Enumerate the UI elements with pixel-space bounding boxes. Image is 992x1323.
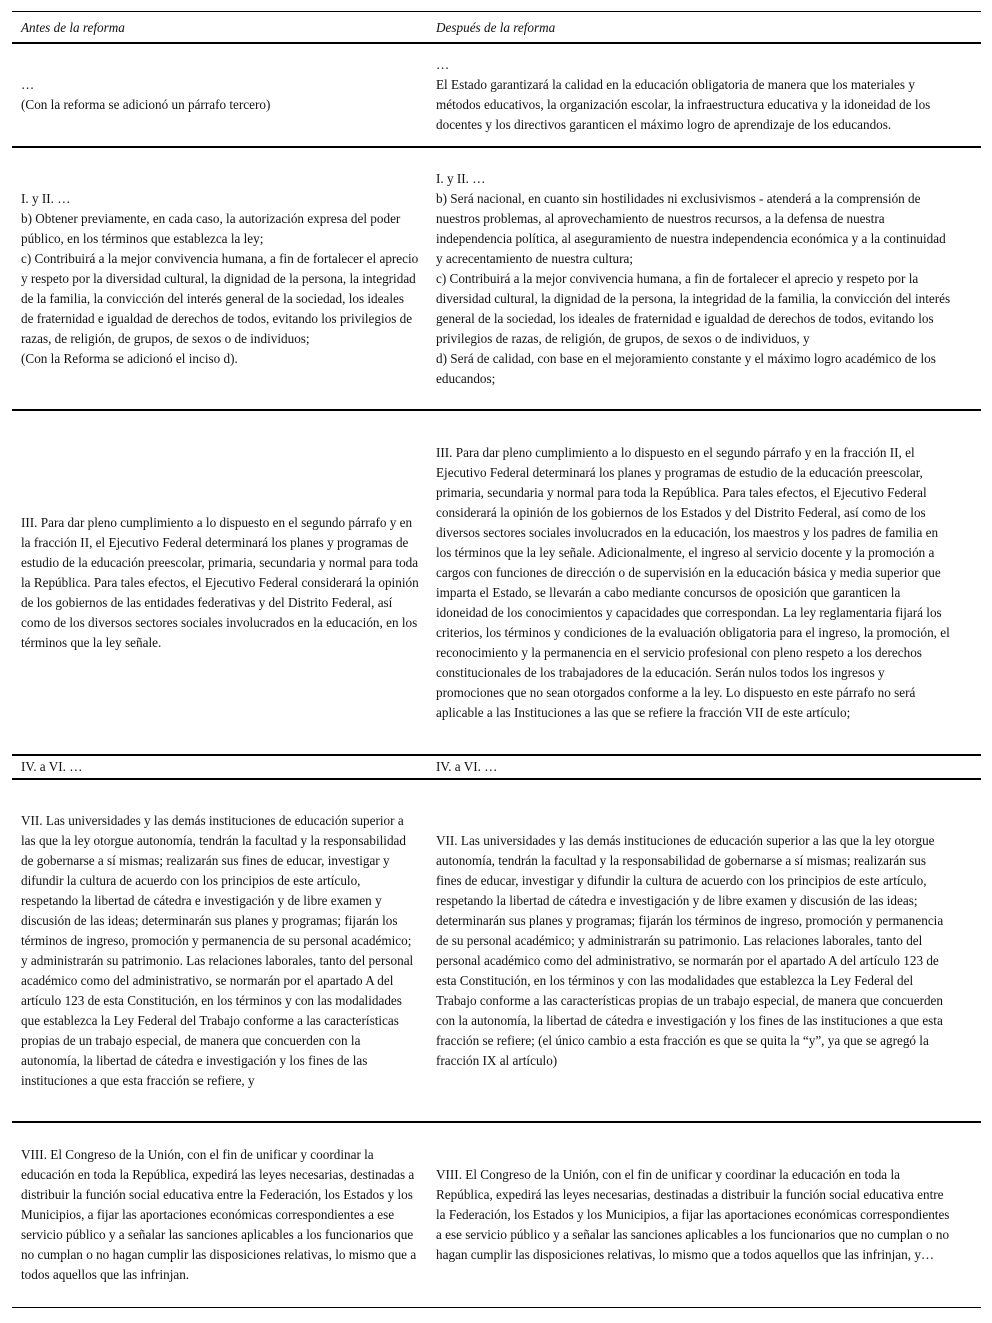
reform-comparison-table [12, 11, 981, 1308]
cell-after [427, 147, 981, 410]
paragraph: IV. a VI. … [436, 759, 498, 774]
paragraph: VII. Las universidades y las demás instituciones de educación superior a las que la ley otorgue autonomía, tendrán la facultad y la responsabilidad de gobernarse a sí mismas; realizarán sus fines de educar, investigar y difundir la cultura de acuerdo con los principios de este artículo, respetando la libertad de cátedra e investigación y de libre examen y discusión de las ideas; determinarán sus planes y programas; fijarán los términos de ingreso, promoción y permanencia de su personal académico; y administrarán su patrimonio. Las relaciones laborales, tanto del personal académico como del administrativo, se normarán por el apartado A del artículo 123 de esta Constitución, en los términos y con las modalidades que establezca la Ley Federal del Trabajo conforme a las características propias de un trabajo especial, de manera que concuerden con la autonomía, la libertad de cátedra e investigación y los fines de las instituciones a que esta fracción se refiere; (el único cambio a esta fracción es que se quita la “y”, ya que se agregó la fracción IX al artículo) [436, 832, 944, 1068]
table-row [12, 1122, 981, 1307]
cell-after [427, 43, 981, 147]
paragraph: d) Será de calidad, con base en el mejoramiento constante y el máximo logro académico de los educandos; [436, 350, 936, 386]
cell-before [12, 779, 427, 1122]
cell-before [12, 410, 427, 755]
cell-after [427, 1122, 981, 1307]
paragraph: … [436, 57, 450, 72]
paragraph: III. Para dar pleno cumplimiento a lo dispuesto en el segundo párrafo y en la fracción II, el Ejecutivo Federal determinará los planes y programas de estudio de la educación preescolar, primaria, secundaria y normal para toda la República. Para tales efectos, el Ejecutivo Federal considerará la opinión de los gobiernos de las entidades federativas y del Distrito Federal, así como de los diversos sectores sociales involucrados en la educación, en los términos que la ley señale. [21, 514, 419, 650]
paragraph: b) Será nacional, en cuanto sin hostilidades ni exclusivismos - atenderá a la comprensión de nuestros problemas, al aprovechamiento de nuestros recursos, a la defensa de nuestra independencia política, al aseguramiento de nuestra independencia económica y a la continuidad y acrecentamiento de nuestra cultura; [436, 190, 946, 266]
paragraph: (Con la reforma se adicionó un párrafo tercero) [21, 97, 271, 112]
table-row [12, 779, 981, 1122]
cell-before [12, 1122, 427, 1307]
cell-before [12, 43, 427, 147]
table-header-row [12, 12, 981, 44]
header-after: Después de la reforma [436, 20, 556, 35]
paragraph: El Estado garantizará la calidad en la educación obligatoria de manera que los materiales y métodos educativos, la organización escolar, la infraestructura educativa y la idoneidad de los docentes y los directivos garanticen el máximo logro de aprendizaje de los educandos. [436, 77, 931, 132]
paragraph: VIII. El Congreso de la Unión, con el fin de unificar y coordinar la educación en toda la República, expedirá las leyes necesarias, destinadas a distribuir la función social educativa entre la Federación, los Estados y los Municipios, a fijar las aportaciones económicas correspondientes a ese servicio público y a señalar las sanciones aplicables a los funcionarios que no cumplan o no hagan cumplir las disposiciones relativas, lo mismo que a todos aquellos que las infrinjan. [21, 1146, 417, 1282]
paragraph: (Con la Reforma se adicionó el inciso d). [21, 350, 238, 366]
paragraph: VIII. El Congreso de la Unión, con el fin de unificar y coordinar la educación en toda la República, expedirá las leyes necesarias, destinadas a distribuir la función social educativa entre la Federación, los Estados y los Municipios, a fijar las aportaciones económicas correspondientes a ese servicio público y a señalar las sanciones aplicables a los funcionarios que no cumplan o no hagan cumplir las disposiciones relativas, lo mismo que a todos aquellos que las infrinjan, y… [436, 1166, 950, 1262]
cell-before [12, 147, 427, 410]
header-before: Antes de la reforma [21, 20, 125, 35]
cell-after [427, 755, 981, 779]
paragraph: … [21, 77, 35, 92]
table-row [12, 410, 981, 755]
paragraph: IV. a VI. … [21, 759, 83, 774]
paragraph: c) Contribuirá a la mejor convivencia humana, a fin de fortalecer el aprecio y respeto por la diversidad cultural, la dignidad de la persona, la integridad de la familia, la convicción del interés general de la sociedad, los ideales de fraternidad e igualdad de derechos de todos, evitando los privilegios de razas, de religión, de grupos, de sexos o de individuos, y [436, 270, 951, 346]
paragraph: I. y II. … [21, 190, 71, 206]
cell-after [427, 410, 981, 755]
paragraph: b) Obtener previamente, en cada caso, la autorización expresa del poder público, en los términos que establezca la ley; [21, 210, 401, 246]
paragraph: c) Contribuirá a la mejor convivencia humana, a fin de fortalecer el aprecio y respeto por la diversidad cultural, la dignidad de la persona, la integridad de la familia, la convicción del interés general de la sociedad, los ideales de fraternidad e igualdad de derechos de todos, evitando los privilegios de razas, de religión, de grupos, de sexos o de individuos; [21, 250, 419, 346]
paragraph: I. y II. … [436, 170, 486, 186]
table-row [12, 147, 981, 410]
cell-after [427, 779, 981, 1122]
paragraph: III. Para dar pleno cumplimiento a lo dispuesto en el segundo párrafo y en la fracción II, el Ejecutivo Federal determinará los planes y programas de estudio de la educación preescolar, primaria, secundaria y normal para toda la República. Para tales efectos, el Ejecutivo Federal considerará la opinión de los gobiernos de los Estados y del Distrito Federal, así como de los diversos sectores sociales involucrados en la educación, los maestros y los padres de familia en los términos que la ley señale. Adicionalmente, el ingreso al servicio docente y la promoción a cargos con funciones de dirección o de supervisión en la educación básica y media superior que imparta el Estado, se llevarán a cabo mediante concursos de oposición que garanticen la idoneidad de los conocimientos y capacidades que correspondan. La ley reglamentaria fijará los criterios, los términos y condiciones de la evaluación obligatoria para el ingreso, la promoción, el reconocimiento y la permanencia en el servicio profesional con pleno respeto a los derechos constitucionales de los trabajadores de la educación. Serán nulos todos los ingresos y promociones que no sean otorgados conforme a la ley. Lo dispuesto en este párrafo no será aplicable a las Instituciones a las que se refiere la fracción VII de este artículo; [436, 444, 950, 720]
cell-before [12, 755, 427, 779]
table-row [12, 43, 981, 147]
paragraph: VII. Las universidades y las demás instituciones de educación superior a las que la ley otorgue autonomía, tendrán la facultad y la responsabilidad de gobernarse a sí mismas; realizarán sus fines de educar, investigar y difundir la cultura de acuerdo con los principios de este artículo, respetando la libertad de cátedra e investigación y de libre examen y discusión de las ideas; determinarán sus planes y programas; fijarán los términos de ingreso, promoción y permanencia de su personal académico; y administrarán su patrimonio. Las relaciones laborales, tanto del personal académico como del administrativo, se normarán por el apartado A del artículo 123 de esta Constitución, en los términos y con las modalidades que establezca la Ley Federal del Trabajo conforme a las características propias de un trabajo especial, de manera que concuerden con la autonomía, la libertad de cátedra e investigación y los fines de las instituciones a que esta fracción se refiere, y [21, 812, 414, 1088]
table-row [12, 755, 981, 779]
